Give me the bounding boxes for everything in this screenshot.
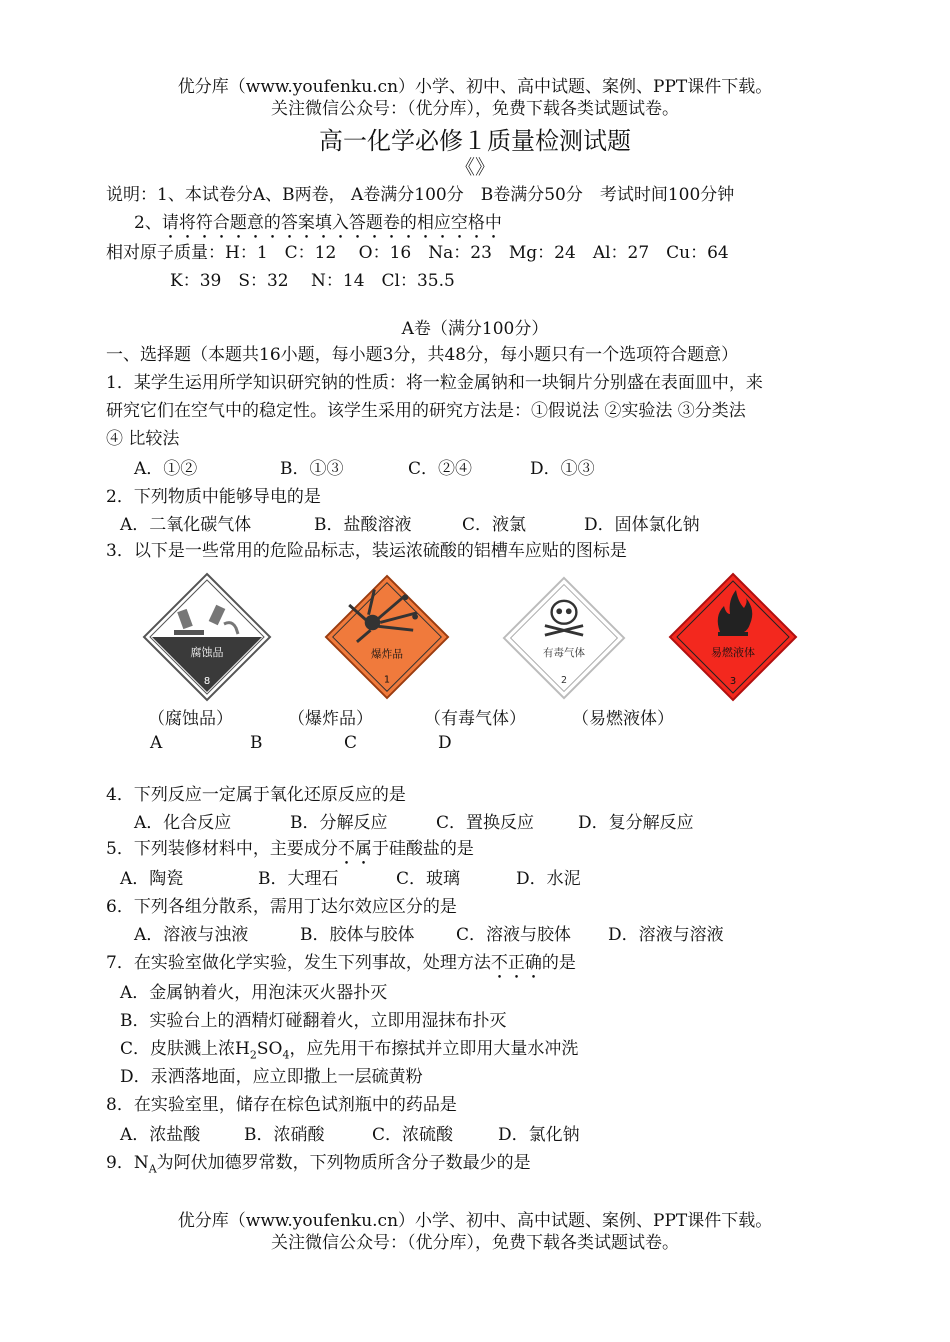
q2-option-a: A．二氧化碳气体 [120,515,252,535]
q7-option-c [120,1038,578,1066]
q6-option-b: B．胶体与胶体 [300,925,415,945]
sign-caption-a: （腐蚀品） [148,709,233,729]
q7-option-c-mid: SO [256,1039,283,1059]
q7-option-c-prefix: C．皮肤溅上浓H [120,1039,250,1059]
q5-stem-dotted: 不属 [337,839,372,859]
q9-suffix: 为阿伏加德罗常数，下列物质所含分子数最少的是 [156,1153,531,1173]
q5-stem-suffix: 于硅酸盐的是 [371,839,474,859]
q2-option-d: D．固体氯化钠 [584,515,700,535]
exam-notes-line2 [134,212,502,243]
exam-notes-line1: 说明：1、本试卷分A、B两卷， A卷满分100分 B卷满分50分 考试时间100分钟 [106,185,735,205]
q4-stem: 4．下列反应一定属于氧化还原反应的是 [106,785,406,805]
q8-option-b: B．浓硝酸 [244,1125,325,1145]
q2-stem: 2．下列物质中能够导电的是 [106,487,321,507]
q5-option-b: B．大理石 [258,869,339,889]
q8-option-d: D．氯化钠 [498,1125,580,1145]
q7-option-c-sub2: 4 [282,1048,290,1062]
page-footer-line2: 关注微信公众号：（优分库），免费下载各类试题试卷。 [271,1233,679,1253]
section-a-title: A卷（满分100分） [401,319,549,339]
corrosive-sign-number: 8 [203,676,211,687]
q1-option-c: C．②④ [408,459,473,479]
toxic-gas-sign-label: 有毒气体 [543,647,585,660]
q1-stem-line1: 1．某学生运用所学知识研究钠的性质：将一粒金属钠和一块铜片分别盛在表面皿中，来 [106,373,763,393]
page-footer-line1: 优分库（www.youfenku.cn）小学、初中、高中试题、案例、PPT课件下载。 [177,1211,773,1231]
toxic-gas-sign-number: 2 [560,674,568,686]
q4-option-b: B．分解反应 [290,813,388,833]
q6-option-d: D．溶液与溶液 [608,925,724,945]
q4-option-a: A．化合反应 [134,813,232,833]
q7-option-c-sub1: 2 [249,1048,257,1062]
q5-option-a: A．陶瓷 [120,869,184,889]
flammable-liquid-sign-number: 3 [729,676,737,687]
sign-letter-b: B [250,733,263,753]
page-header-line2: 关注微信公众号：（优分库），免费下载各类试题试卷。 [271,99,679,119]
corrosive-sign-icon [142,572,272,702]
explosive-sign-label: 爆炸品 [371,647,403,661]
q1-stem-line2: 研究它们在空气中的稳定性。该学生采用的研究方法是：①假说法 ②实验法 ③分类法 [106,401,746,421]
q7-stem-suffix: 的是 [541,953,576,973]
q8-option-a: A．浓盐酸 [120,1125,201,1145]
q7-option-d: D．汞洒落地面，应立即撒上一层硫黄粉 [120,1067,423,1087]
q1-option-d: D．①③ [530,459,595,479]
atomic-mass-line2: K：39 S：32 N：14 Cl：35.5 [170,271,455,291]
q6-option-c: C．溶液与胶体 [456,925,572,945]
explosive-sign-icon [324,574,450,700]
q4-option-d: D．复分解反应 [578,813,694,833]
q5-stem-prefix: 5．下列装修材料中，主要成分 [106,839,338,859]
q7-stem [106,952,576,983]
q1-stem-line3: ④ 比较法 [106,429,180,449]
q7-option-a: A．金属钠着火，用泡沫灭火器扑灭 [120,983,388,1003]
sign-letter-a: A [150,733,163,753]
exam-title: 高一化学必修１质量检测试题 [319,127,631,155]
q9-prefix: 9．N [106,1153,149,1173]
exam-subtitle: 《》 [455,155,495,179]
q7-stem-dotted: 不正确 [490,953,542,973]
q2-option-b: B．盐酸溶液 [314,515,412,535]
q5-stem [106,838,474,869]
q5-option-c: C．玻璃 [396,869,461,889]
q1-option-b: B．①③ [280,459,344,479]
sign-caption-c: （有毒气体） [424,709,526,729]
q3-stem: 3．以下是一些常用的危险品标志，装运浓硫酸的铝槽车应贴的图标是 [106,541,627,561]
sign-letter-d: D [438,733,452,753]
q7-option-b: B．实验台上的酒精灯碰翻着火，立即用湿抹布扑灭 [120,1011,507,1031]
toxic-gas-sign-icon [502,576,626,700]
corrosive-sign-label: 腐蚀品 [190,646,224,659]
section-1-title: 一、选择题（本题共16小题，每小题3分，共48分，每小题只有一个选项符合题意） [106,345,739,365]
sign-caption-b: （爆炸品） [288,709,373,729]
q9-sub: A [148,1162,157,1176]
atomic-mass-line1: 相对原子质量：H：1 C：12 O：16 Na：23 Mg：24 Al：27 Cu：64 [106,243,729,263]
sign-letter-c: C [344,733,358,753]
q4-option-c: C．置换反应 [436,813,535,833]
notes-line2-prefix: 2、 [134,213,162,233]
flammable-liquid-sign-icon [668,572,798,702]
q6-option-a: A．溶液与浊液 [134,925,249,945]
notes-line2-dotted: 请将符合题意的答案填入答题卷的相应空格中 [161,213,502,233]
q7-stem-prefix: 7．在实验室做化学实验，发生下列事故，处理方法 [106,953,491,973]
q1-option-a: A．①② [134,459,198,479]
q7-option-c-suffix: ，应先用干布擦拭并立即用大量水冲洗 [289,1039,579,1059]
page-header-line1: 优分库（www.youfenku.cn）小学、初中、高中试题、案例、PPT课件下载。 [177,77,773,97]
flammable-liquid-sign-label: 易燃液体 [711,646,755,659]
q8-stem: 8．在实验室里，储存在棕色试剂瓶中的药品是 [106,1095,457,1115]
explosive-sign-number: 1 [383,674,391,686]
q9-stem [106,1152,531,1180]
q5-option-d: D．水泥 [516,869,581,889]
sign-caption-d: （易燃液体） [572,709,674,729]
q2-option-c: C．液氯 [462,515,527,535]
q6-stem: 6．下列各组分散系，需用丁达尔效应区分的是 [106,897,457,917]
q8-option-c: C．浓硫酸 [372,1125,454,1145]
